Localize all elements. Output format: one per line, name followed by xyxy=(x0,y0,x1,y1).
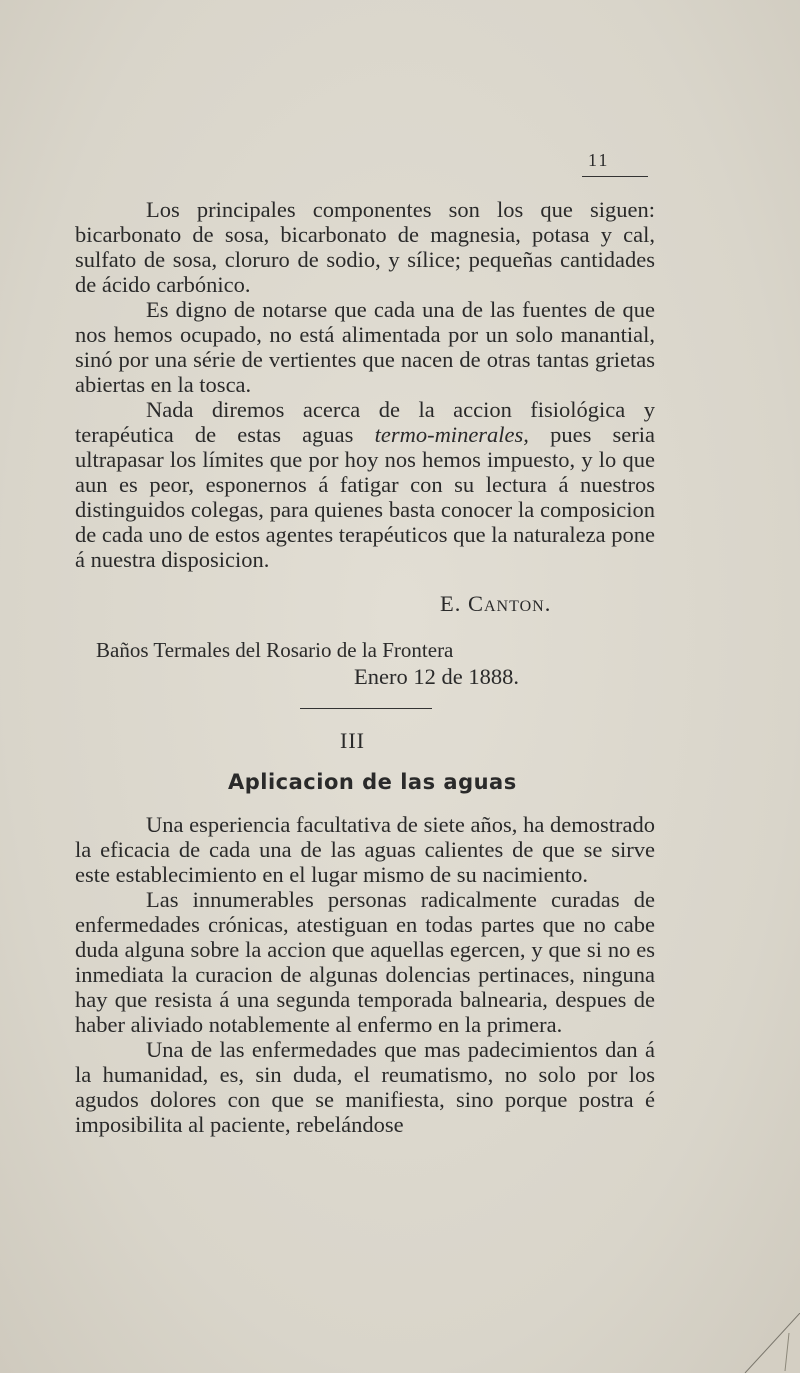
page-corner-fold xyxy=(725,1313,800,1373)
paragraph-therapeutic-start: Nada diremos acerca de la accion fisiológica y terapéutica de estas aguas xyxy=(75,397,655,447)
paragraph-therapeutic xyxy=(75,397,655,572)
dateline-date: Enero 12 de 1888. xyxy=(354,664,519,689)
page-number: 11 xyxy=(588,150,610,170)
header-rule xyxy=(582,176,648,177)
paragraph-components: Los principales componentes son los que siguen: bicarbonato de sosa, bicarbonato de magnesia, potasa y cal, sulfato de sosa, cloruro de sodio, y sílice; pequeñas cantidades de ácido carbónico. xyxy=(75,197,655,297)
paragraph-cures: Las innumerables personas radicalmente curadas de enfermedades crónicas, atestiguan en todas partes que no cabe duda alguna sobre la accion que aquellas egercen, y que si no es inmediata la curacion de algunas dolencias pertinaces, ninguna hay que resista á una segunda temporada balnearia, despues de haber aliviado notablemente al enfermo en la primera. xyxy=(75,887,655,1037)
paragraph-rheumatism: Una de las enfermedades que mas padecimientos dan á la humanidad, es, sin duda, el reumatismo, no solo por los agudos dolores con que se manifiesta, sino porque postra é imposibilita al paciente, rebelándose xyxy=(75,1037,655,1137)
author-signature xyxy=(440,591,551,617)
dateline-place: Baños Termales del Rosario de la Frontera xyxy=(96,638,454,662)
paragraph-experience: Una esperiencia facultativa de siete años, ha demostrado la eficacia de cada una de las aguas calientes de que se sirve este establecimiento en el lugar mismo de su nacimiento. xyxy=(75,812,655,887)
body-text-top xyxy=(75,197,655,572)
paragraph-sources: Es digno de notarse que cada una de las fuentes de que nos hemos ocupado, no está alimentada por un solo manantial, sinó por una série de vertientes que nacen de otras tantas grietas abiertas en la tosca. xyxy=(75,297,655,397)
section-number: III xyxy=(340,728,365,753)
signature-initial: E. xyxy=(440,591,462,616)
paragraph-therapeutic-end: pues seria ultrapasar los límites que por hoy nos hemos impuesto, y lo que aun es peor, esponernos á fatigar con su lectura á nuestros distinguidos colegas, para quienes basta conocer la composicion de cada uno de estos agentes terapéuticos que la naturaleza pone á nuestra disposicion. xyxy=(75,422,655,572)
section-title: Aplicacion de las aguas xyxy=(228,770,517,794)
section-divider xyxy=(300,708,432,709)
signature-name: Canton. xyxy=(468,591,552,616)
body-text-section xyxy=(75,812,655,1137)
italic-term: termo-minerales, xyxy=(374,422,529,447)
